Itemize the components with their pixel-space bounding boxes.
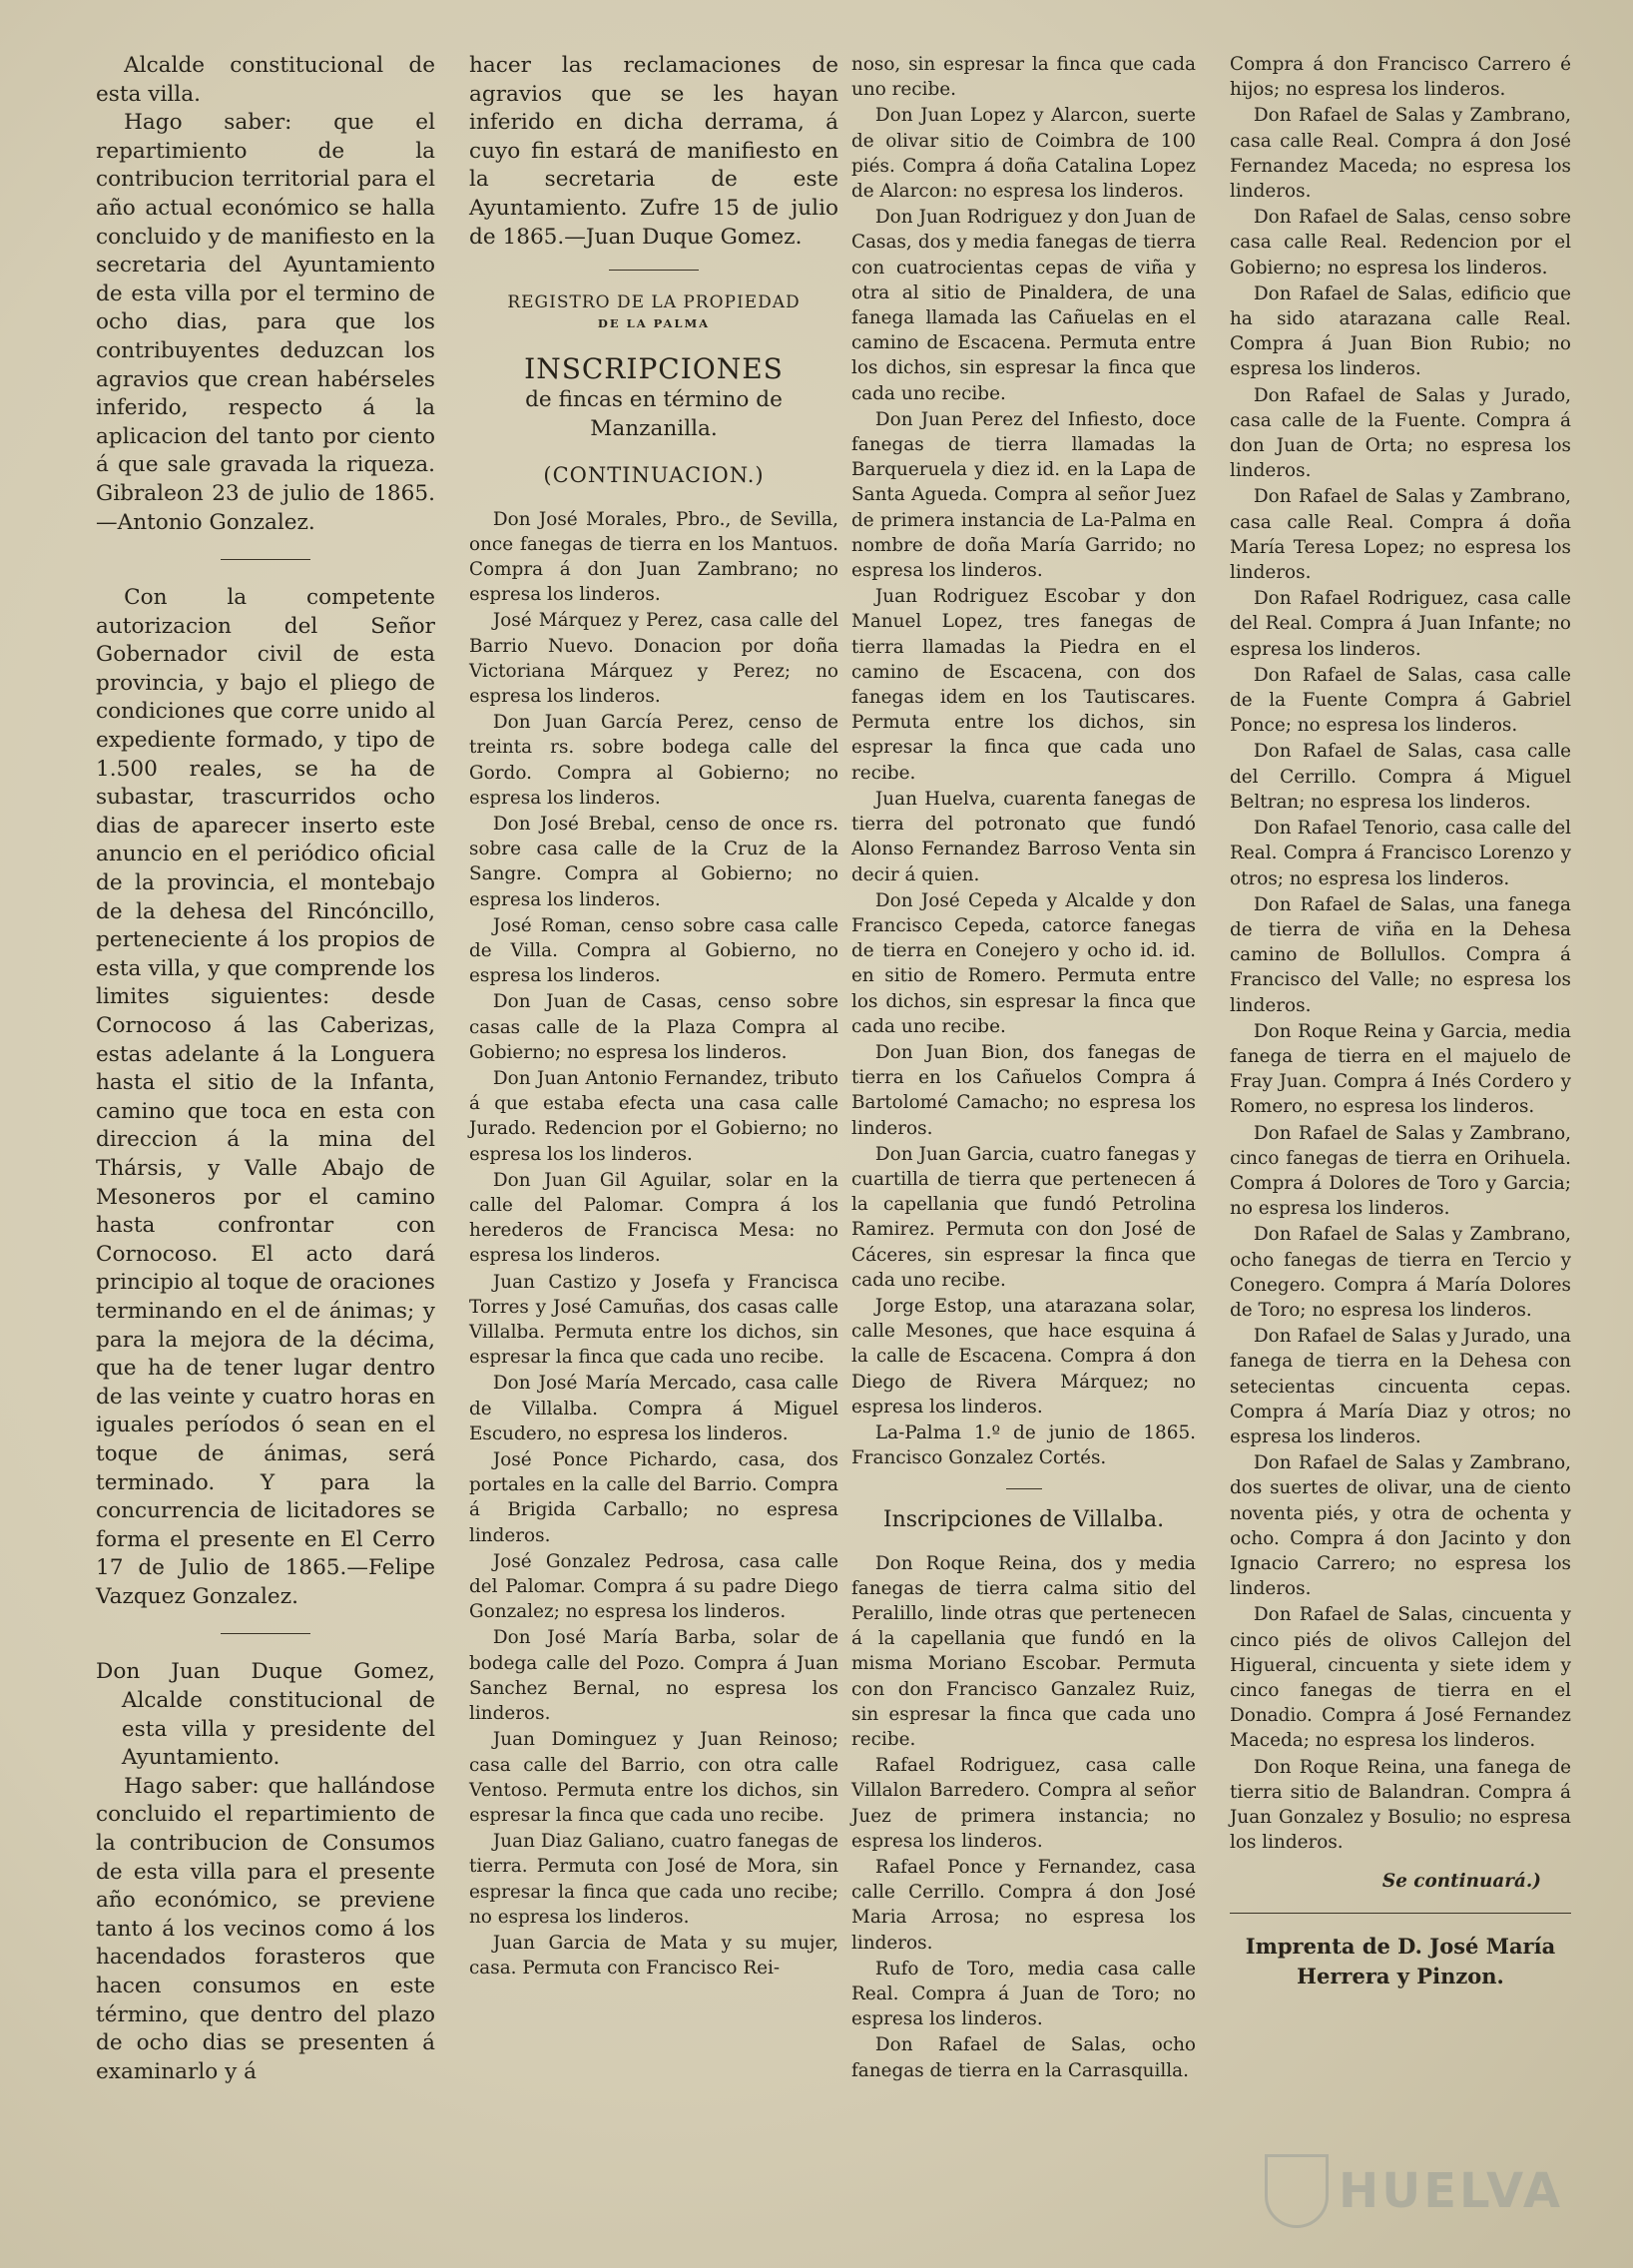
list-item: José Roman, censo sobre casa calle de Villa. Compra al Gobierno, no espresa los linderos. <box>469 914 838 987</box>
column-1 <box>96 52 435 2086</box>
list-item: Don Rafael de Salas, casa calle de la Fuente Compra á Gabriel Ponce; no espresa los linderos. <box>1230 664 1571 737</box>
list-item: Rafael Ponce y Fernandez, casa calle Cerrillo. Compra á don José Maria Arrosa; no espresa los linderos. <box>851 1857 1196 1954</box>
list-item: Juan Castizo y Josefa y Francisca Torres y José Camuñas, dos casas calle Villalba. Permuta entre los dichos, sin espresar la finca que cada uno recibe. <box>469 1271 838 1369</box>
list-item: Don Rafael de Salas y Zambrano, cinco fanegas de tierra en Orihuela. Compra á Dolores de Toro y Garcia; no espresa los linderos. <box>1230 1122 1571 1220</box>
list-item: Don Juan Garcia, cuatro fanegas y cuartilla de tierra que pertenecen á la capellania que fundó Petrolina Ramirez. Permuta con don José de Cáceres, sin espresar la finca que cada uno recibe. <box>851 1143 1196 1291</box>
separator-rule <box>609 270 699 271</box>
list-item: Don Juan de Casas, censo sobre casas calle de la Plaza Compra al Gobierno; no espresa los linderos. <box>469 991 838 1063</box>
list-item: José Gonzalez Pedrosa, casa calle del Palomar. Compra á su padre Diego Gonzalez; no espresa los linderos. <box>469 1550 838 1623</box>
list-item: Don Rafael de Salas y Zambrano, casa calle Real. Compra á don José Fernandez Maceda; no espresa los linderos. <box>1230 105 1571 203</box>
list-item: Juan Dominguez y Juan Reinoso; casa calle del Barrio, con otra calle Ventoso. Permuta entre los dichos, sin espresar la finca que cada uno recibe. <box>469 1729 838 1826</box>
list-item: Don Rafael de Salas y Zambrano, ocho fanegas de tierra en Tercio y Conegero. Compra á María Dolores de Toro; no espresa los linderos. <box>1230 1224 1571 1321</box>
notice-el-cerro: Con la competente autorizacion del Señor Gobernador civil de esta provincia, y bajo el pliego de condiciones que corre unido al expediente formado, y tipo de 1.500 reales, se ha de subastar, trascurridos ocho dias de aparecer inserto este anuncio en el periódico oficial de la provincia, el montebajo de la dehesa del Rincóncillo, perteneciente á los propios de esta villa, y que comprende los limites siguientes: desde Cornocoso á las Caberizas, estas adelante á la Longuera hasta el sitio de la Infanta, camino que toca en esta con direccion á la mina del Thársis, y Valle Abajo de Mesoneros por el camino hasta confrontar con Cornocoso. El acto dará principio al toque de oraciones terminando en el de ánimas; y para la mejora de la décima, que ha de tener lugar dentro de las veinte y cuatro horas en iguales períodos ó sean en el toque de ánimas, será terminado. Y para la concurrencia de licitadores se forma el presente en El Cerro 17 de Julio de 1865.—Felipe Vazquez Gonzalez. <box>96 585 435 1609</box>
column-2 <box>469 52 838 1982</box>
list-item: Rufo de Toro, media casa calle Real. Compra á Juan de Toro; no espresa los linderos. <box>851 1958 1196 2030</box>
list-item: Juan Huelva, cuarenta fanegas de tierra del potronato que fundó Alonso Fernandez Barroso Venta sin decir á quien. <box>851 788 1196 885</box>
notice-gibraleon: Hago saber: que el repartimiento de la contribucion territorial para el año actual económico se halla concluido y de manifiesto en la secretaria del Ayuntamiento de esta villa por el termino de ocho dias, para que los contribuyentes deduzcan los agravios que crean habérseles inferido, respecto á la aplicacion del tanto por ciento á que sale gravada la riqueza. Gibraleon 23 de julio de 1865.—Antonio Gonzalez. <box>96 110 435 535</box>
list-item: Don Rafael Tenorio, casa calle del Real. Compra á Francisco Lorenzo y otros; no espresa los linderos. <box>1230 818 1571 889</box>
list-item-continued: Compra á don Francisco Carrero é hijos; no espresa los linderos. <box>1230 54 1571 101</box>
separator-rule <box>1230 1913 1571 1914</box>
list-item: Don Rafael Rodriguez, casa calle del Real. Compra á Juan Infante; no espresa los linderos. <box>1230 588 1571 660</box>
notice-zufre-continued: hacer las reclamaciones de agravios que se les hayan inferido en dicha derrama, á cuyo fin estará de manifiesto en la secretaria de este Ayuntamiento. Zufre 15 de julio de 1865.—Juan Duque Gomez. <box>469 53 838 250</box>
registry-date-signature: La-Palma 1.º de junio de 1865. Francisco Gonzalez Cortés. <box>851 1421 1196 1469</box>
list-item: Don Rafael de Salas y Zambrano, casa calle Real. Compra á doña María Teresa Lopez; no espresa los linderos. <box>1230 486 1571 584</box>
list-item: Don José Cepeda y Alcalde y don Francisco Cepeda, catorce fanegas de tierra en Conejero y ocho id. id. en sitio de Romero. Permuta entre los dichos, sin espresar la finca que cada uno recibe. <box>851 889 1196 1037</box>
notice-zufre-body: Hago saber: que hallándose concluido el repartimiento de la contribucion de Consumos de esta villa para el presente año económico, se previene tanto á los vecinos como á los hacendados forasteros que hacen consumos en este término, que dentro del plazo de ocho dias se presenten á examinarlo y á <box>96 1773 435 2084</box>
list-item: Don Rafael de Salas, cincuenta y cinco piés de olivos Callejon del Higueral, cincuenta y siete idem y cinco fanegas de tierra en el Donadio. Compra á José Fernandez Maceda; no espresa los linderos. <box>1230 1604 1571 1752</box>
list-item: Juan Garcia de Mata y su mujer, casa. Permuta con Francisco Rei- <box>469 1932 838 1980</box>
list-item: Don José Morales, Pbro., de Sevilla, once fanegas de tierra en los Mantuos. Compra á don Juan Zambrano; no espresa los linderos. <box>469 508 838 606</box>
list-item: Don José María Barba, solar de bodega calle del Pozo. Compra á Juan Sanchez Bernal, no espresa los linderos. <box>469 1627 838 1725</box>
list-item: Don Rafael de Salas, censo sobre casa calle Real. Redencion por el Gobierno; no espresa los linderos. <box>1230 207 1571 279</box>
list-item: Don Roque Reina, una fanega de tierra sitio de Balandran. Compra á Juan Gonzalez y Bosulio; no espresa los linderos. <box>1230 1756 1571 1854</box>
notice-signature: Alcalde constitucional de esta villa. <box>96 53 435 107</box>
list-item-continued: noso, sin espresar la finca que cada uno recibe. <box>851 54 1196 101</box>
list-item: Don Roque Reina, dos y media fanegas de tierra calma sitio del Peralillo, linde otras que pertenecen á la capellania que fundó en la misma Moriano Escobar. Permuta con don Francisco Ganzalez Ruiz, sin espresar la finca que cada uno recibe. <box>851 1552 1196 1750</box>
column-4 <box>1230 52 1571 1991</box>
list-item: Don Rafael de Salas, edificio que ha sido atarazana calle Real. Compra á Juan Bion Rubio; no espresa los linderos. <box>1230 283 1571 380</box>
list-item: Don José María Mercado, casa calle de Villalba. Compra á Miguel Escudero, no espresa los linderos. <box>469 1373 838 1444</box>
section-subtitle-manzanilla: de fincas en término de Manzanilla. <box>525 387 783 441</box>
coat-of-arms-icon <box>1265 2154 1329 2228</box>
section-title-inscripciones: INSCRIPCIONES <box>524 352 784 386</box>
section-continuacion: (CONTINUACION.) <box>543 463 765 488</box>
list-item: Rafael Rodriguez, casa calle Villalon Barredero. Compra al señor Juez de primera instancia; no espresa los linderos. <box>851 1755 1196 1852</box>
section-subheading-palma: DE LA PALMA <box>597 316 711 331</box>
imprenta-line-2: Herrera y Pinzon. <box>1297 1963 1504 1988</box>
list-item: José Ponce Pichardo, casa, dos portales en la calle del Barrio. Compra á Brigida Carballo; no espresa linderos. <box>469 1449 838 1546</box>
list-item: Juan Rodriguez Escobar y don Manuel Lopez, tres fanegas de tierra llamadas la Piedra en el camino de Escacena, con dos fanegas idem en los Tautiscares. Permuta entre los dichos, sin espresar la finca que cada uno recibe. <box>851 586 1196 784</box>
separator-rule <box>1006 1488 1042 1489</box>
list-item: Don Roque Reina y Garcia, media fanega de tierra en el majuelo de Fray Juan. Compra á Inés Cordero y Romero, no espresa los linderos. <box>1230 1020 1571 1118</box>
section-title-villalba: Inscripciones de Villalba. <box>882 1507 1165 1533</box>
imprenta-line-1: Imprenta de D. José María <box>1245 1933 1556 1959</box>
list-item: Don Rafael de Salas y Zambrano, dos suertes de olivar, una de ciento noventa piés, y otra de ochenta y ocho. Compra á don Jacinto y don Ignacio Carrero; no espresa los linderos. <box>1230 1452 1571 1600</box>
list-item: Don Rafael de Salas y Jurado, casa calle de la Fuente. Compra á don Juan de Orta; no espresa los linderos. <box>1230 384 1571 482</box>
list-item: Don Rafael de Salas y Jurado, una fanega de tierra en la Dehesa con setecientas cincuenta cepas. Compra á María Diaz y otros; no espresa los linderos. <box>1230 1326 1571 1447</box>
list-item: Jorge Estop, una atarazana solar, calle Mesones, que hace esquina á la calle de Escacena. Compra á don Diego de Rivera Márquez; no espresa los linderos. <box>851 1295 1196 1418</box>
list-item: Don Juan Bion, dos fanegas de tierra en los Cañuelos Compra á Bartolomé Camacho; no espresa los linderos. <box>851 1041 1196 1139</box>
watermark-text: HUELVA <box>1339 2163 1563 2219</box>
list-item: Don Juan Rodriguez y don Juan de Casas, dos y media fanegas de tierra con cuatrocientas cepas de viña y otra al sitio de Pinaldera, de una fanega llamada las Cañuelas en el camino de Escacena. Permuta entre los dichos, sin espresar la finca que cada uno recibe. <box>851 207 1196 404</box>
separator-rule <box>221 559 310 560</box>
list-item: Don Juan Gil Aguilar, solar en la calle del Palomar. Compra á los herederos de Francisca Mesa: no espresa los linderos. <box>469 1169 838 1267</box>
list-item: Don Juan Antonio Fernandez, tributo á que estaba efecta una casa calle Jurado. Redencion por el Gobierno; no espresa los los linderos. <box>469 1068 838 1165</box>
list-item: Don José Brebal, censo de once rs. sobre casa calle de la Cruz de la Sangre. Compra al Gobierno; no espresa los linderos. <box>469 813 838 910</box>
list-item: José Márquez y Perez, casa calle del Barrio Nuevo. Donacion por doña Victoriana Márquez y Perez; no espresa los linderos. <box>469 610 838 707</box>
notice-zufre-heading: Don Juan Duque Gomez, Alcalde constitucional de esta villa y presidente del Ayuntamiento. <box>96 1659 435 1771</box>
column-3 <box>851 52 1196 2084</box>
list-item: Juan Diaz Galiano, cuatro fanegas de tierra. Permuta con José de Mora, sin espresar la finca que cada uno recibe; no espresa los linderos. <box>469 1831 838 1928</box>
list-item: Don Juan García Perez, censo de treinta rs. sobre bodega calle del Gordo. Compra al Gobierno; no espresa los linderos. <box>469 712 838 809</box>
continuara-note: Se continuará.) <box>1381 1871 1541 1893</box>
entries-manzanilla <box>469 507 838 1982</box>
separator-rule <box>221 1633 310 1634</box>
list-item: Don Rafael de Salas, una fanega de tierra de viña en la Dehesa camino de Bollullos. Compra á Francisco del Valle; no espresa los linderos. <box>1230 893 1571 1016</box>
section-heading-registro: REGISTRO DE LA PROPIEDAD <box>507 292 801 313</box>
list-item: Don Rafael de Salas, casa calle del Cerrillo. Compra á Miguel Beltran; no espresa los linderos. <box>1230 741 1571 813</box>
list-item: Don Juan Perez del Infiesto, doce fanegas de tierra llamadas la Barqueruela y diez id. en la Lapa de Santa Agueda. Compra al señor Juez de primera instancia de La-Palma en nombre de doña María Garrido; no espresa los linderos. <box>851 408 1196 582</box>
list-item: Don Juan Lopez y Alarcon, suerte de olivar sitio de Coimbra de 100 piés. Compra á doña Catalina Lopez de Alarcon: no espresa los linderos. <box>851 105 1196 203</box>
list-item: Don Rafael de Salas, ocho fanegas de tierra en la Carrasquilla. <box>851 2034 1196 2081</box>
archive-watermark <box>1265 2154 1563 2228</box>
